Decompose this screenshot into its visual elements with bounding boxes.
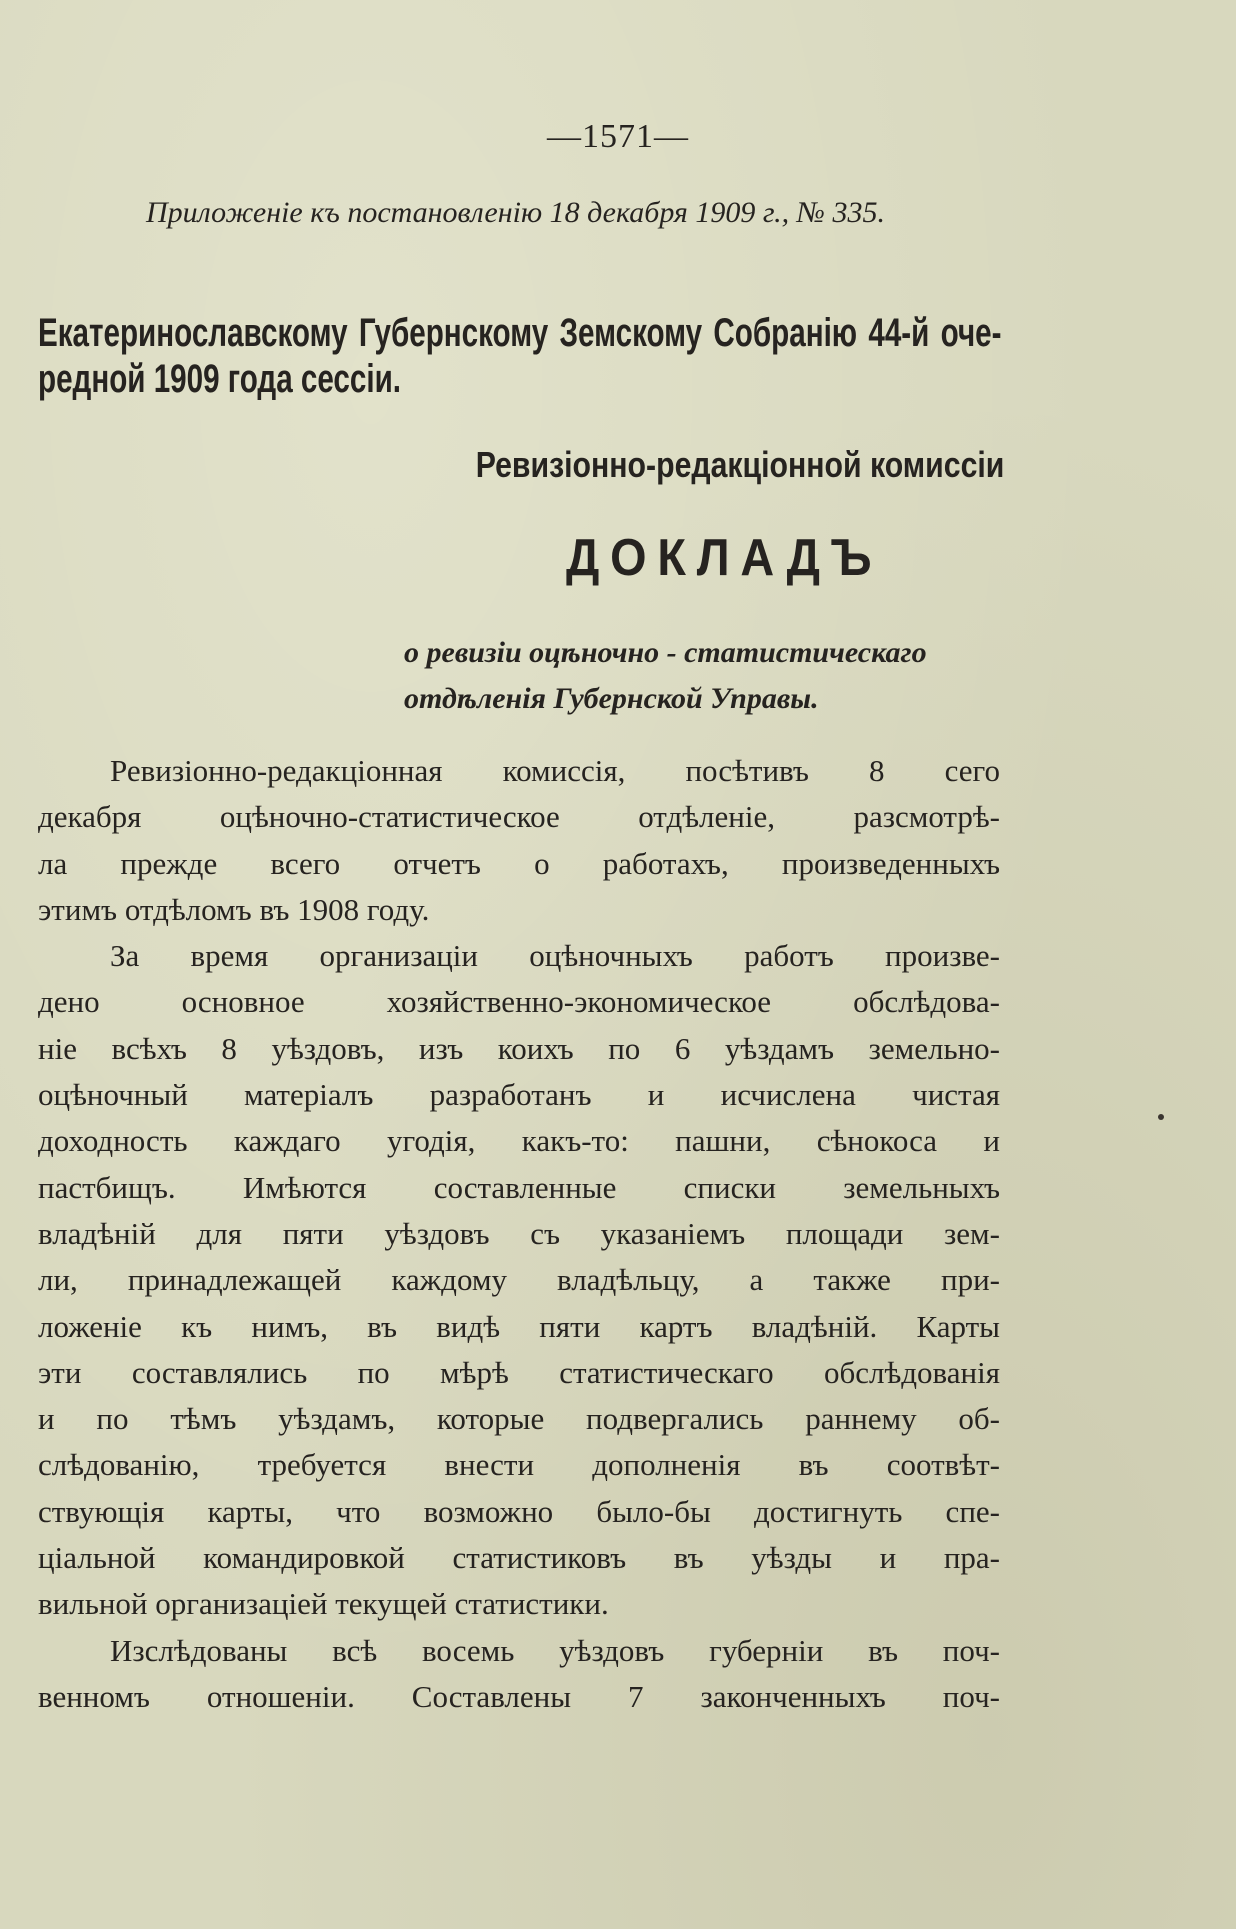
subject-line: отдѣленiя Губернской Управы. bbox=[404, 682, 819, 715]
body-line: доходность каждаго угодiя, какъ-то: пашни, сѣнокоса и bbox=[38, 1123, 1000, 1159]
addressee-heading bbox=[38, 302, 1002, 402]
appendix-note: Приложенiе къ постановленiю 18 декабря 1909 г., № 335. bbox=[146, 196, 885, 229]
subject-line: о ревизiи оцѣночно - статистическаго bbox=[404, 636, 927, 669]
body-line: пастбищъ. Имѣются составленные списки земельныхъ bbox=[38, 1169, 1000, 1205]
report-subject bbox=[404, 630, 1004, 722]
body-text bbox=[38, 748, 1000, 1720]
body-line: ла прежде всего отчетъ о работахъ, произведенныхъ bbox=[38, 845, 1000, 881]
ink-speck bbox=[1158, 1114, 1164, 1120]
body-line: и по тѣмъ уѣздамъ, которые подвергались раннему об- bbox=[38, 1401, 1000, 1437]
commission-heading: Ревизiонно-редакцiонной комиссiи bbox=[475, 444, 1004, 485]
body-line: За время организацiи оцѣночныхъ работъ произве- bbox=[110, 938, 1000, 974]
body-line: ли, принадлежащей каждому владѣльцу, а также при- bbox=[38, 1262, 1000, 1298]
body-line: венномъ отношенiи. Составлены 7 законченныхъ поч- bbox=[38, 1678, 1000, 1714]
document-title: ДОКЛАДЪ bbox=[566, 529, 883, 587]
body-line: нiе всѣхъ 8 уѣздовъ, изъ коихъ по 6 уѣздамъ земельно- bbox=[38, 1030, 1000, 1066]
addressee-line: Екатеринославскому Губернскому Земскому Собранiю 44-й оче- bbox=[38, 311, 1002, 355]
body-line: владѣнiй для пяти уѣздовъ съ указанiемъ площади зем- bbox=[38, 1215, 1000, 1251]
body-line: оцѣночный матерiалъ разработанъ и исчислена чистая bbox=[38, 1077, 1000, 1113]
body-line: цiальной командировкой статистиковъ въ уѣзды и пра- bbox=[38, 1540, 1000, 1576]
body-line: дено основное хозяйственно-экономическое обслѣдова- bbox=[38, 984, 1000, 1020]
body-line: этимъ отдѣломъ въ 1908 году. bbox=[38, 891, 430, 927]
body-line: ствующiя карты, что возможно было-бы достигнуть спе- bbox=[38, 1493, 1000, 1529]
body-line: вильной организацiей текущей статистики. bbox=[38, 1586, 609, 1622]
body-line: Изслѣдованы всѣ восемь уѣздовъ губернiи въ поч- bbox=[110, 1632, 1000, 1668]
body-line: Ревизiонно-редакцiонная комиссiя, посѣтивъ 8 сего bbox=[110, 753, 1000, 788]
body-line: слѣдованiю, требуется внести дополненiя въ соотвѣт- bbox=[38, 1447, 1000, 1483]
body-line: эти составлялись по мѣрѣ статистическаго обслѣдованiя bbox=[38, 1354, 1000, 1390]
body-line: декабря оцѣночно-статистическое отдѣленiе, разсмотрѣ- bbox=[38, 799, 1000, 835]
page-number: —1571— bbox=[547, 118, 689, 155]
addressee-line: редной 1909 года сессiи. bbox=[38, 357, 401, 402]
body-line: ложенiе къ нимъ, въ видѣ пяти картъ владѣнiй. Карты bbox=[38, 1308, 1000, 1344]
